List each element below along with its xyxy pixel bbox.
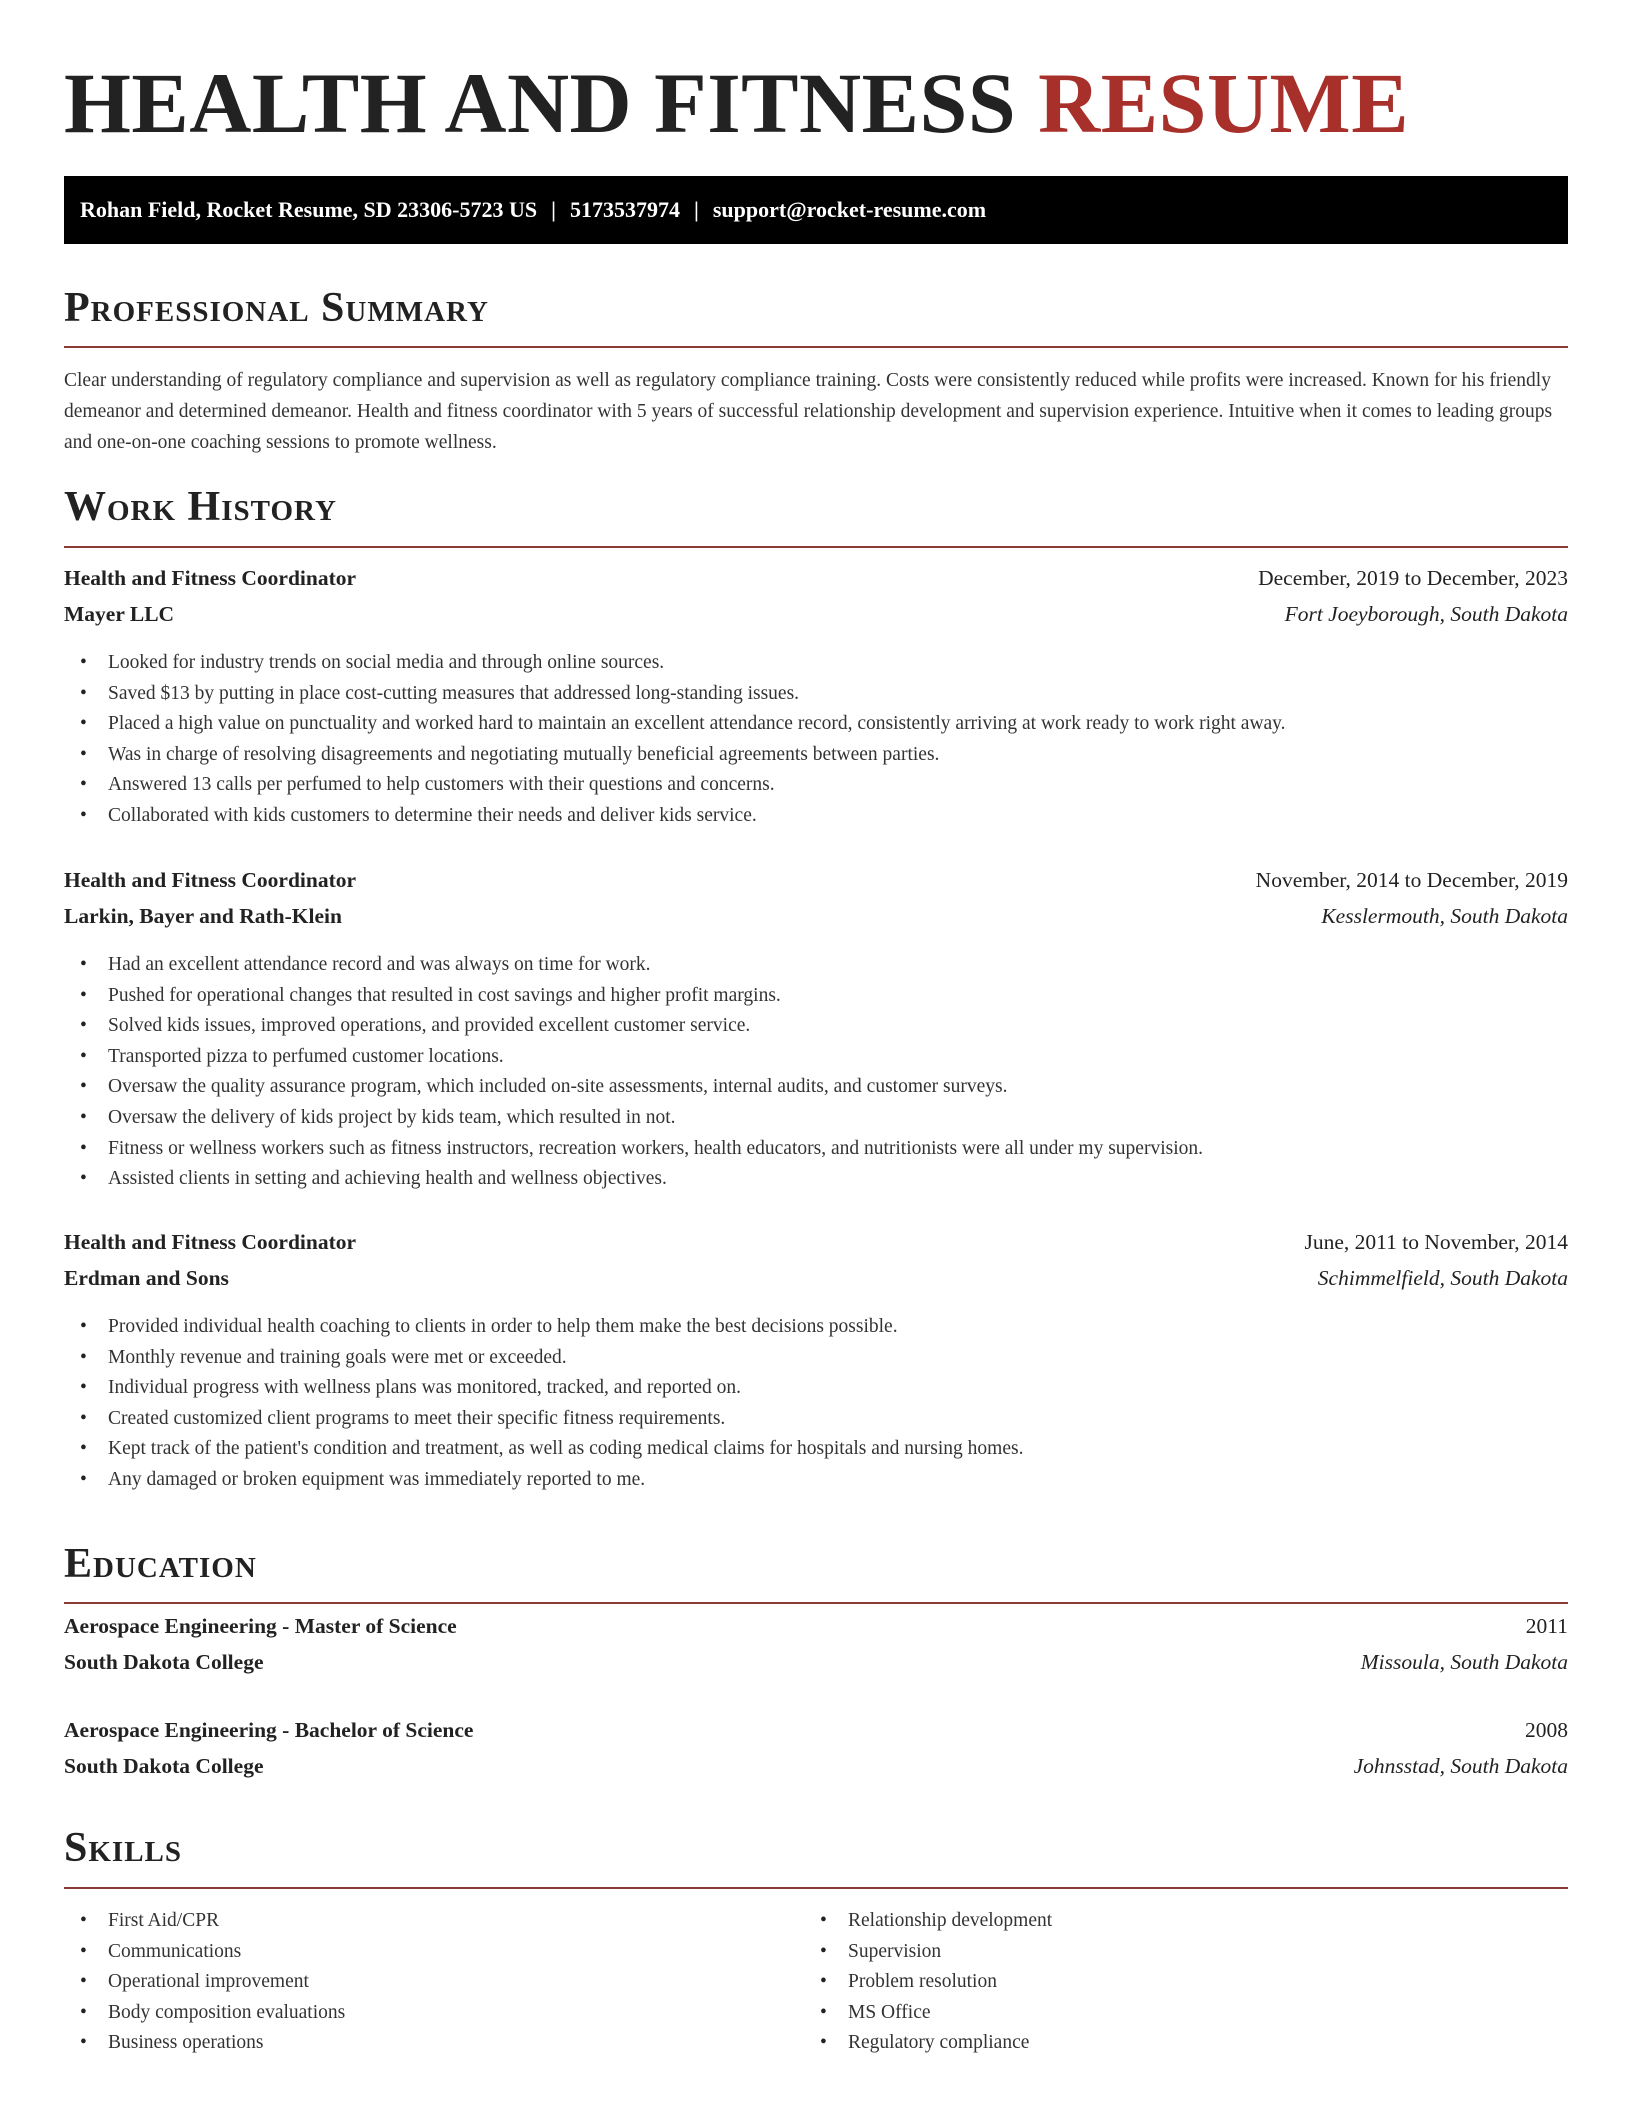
section-divider	[64, 1602, 1568, 1604]
job-dates: November, 2014 to December, 2019	[1255, 868, 1568, 892]
list-item: • Answered 13 calls per perfumed to help customers with their questions and concerns.	[64, 770, 1568, 801]
education-location: Missoula, South Dakota	[1360, 1650, 1568, 1674]
job-dates: June, 2011 to November, 2014	[1304, 1230, 1568, 1254]
summary-heading: Professional Summary	[64, 285, 489, 331]
list-item: • Transported pizza to perfumed customer locations.	[64, 1042, 1568, 1073]
section-divider	[64, 1887, 1568, 1889]
job-company: Erdman and Sons	[64, 1266, 229, 1290]
list-item: • Assisted clients in setting and achieving health and wellness objectives.	[64, 1164, 1568, 1195]
job-location: Kesslermouth, South Dakota	[1321, 904, 1568, 928]
skill-item: • First Aid/CPR	[64, 1906, 804, 1937]
list-item: • Kept track of the patient's condition and treatment, as well as coding medical claims for hospitals and nursing homes.	[64, 1434, 1568, 1465]
job-title: Health and Fitness Coordinator	[64, 566, 357, 590]
job-company: Mayer LLC	[64, 602, 175, 626]
job-dates: December, 2019 to December, 2023	[1258, 566, 1568, 590]
skills-heading: Skills	[64, 1825, 183, 1871]
skill-item: • Regulatory compliance	[804, 2028, 1544, 2059]
job-entry	[64, 868, 1568, 1195]
contact-bar	[64, 176, 1568, 244]
skill-item: • Communications	[64, 1937, 804, 1968]
work-history-heading: Work History	[64, 484, 337, 530]
list-item: • Monthly revenue and training goals were met or exceeded.	[64, 1343, 1568, 1374]
education-entry	[64, 1614, 1568, 1686]
contact-separator: |	[551, 197, 556, 222]
list-item: • Pushed for operational changes that resulted in cost savings and higher profit margins.	[64, 981, 1568, 1012]
summary-text: Clear understanding of regulatory compliance and supervision as well as regulatory compliance training. Costs were consistently reduced while profits were increased. Known for his friendly demeanor and determined demeanor. Health and fitness coordinator with 5 years of successful relationship development and supervision experience. Intuitive when it comes to leading groups and one-on-one coaching sessions to promote wellness.	[64, 370, 1553, 453]
title-main: HEALTH AND FITNESS	[64, 55, 1017, 151]
job-entry	[64, 1230, 1568, 1496]
list-item: • Fitness or wellness workers such as fitness instructors, recreation workers, health educators, and nutritionists were all under my supervision.	[64, 1134, 1568, 1165]
skill-item: • Problem resolution	[804, 1967, 1544, 1998]
list-item: • Solved kids issues, improved operations, and provided excellent customer service.	[64, 1011, 1568, 1042]
contact-separator: |	[693, 197, 699, 222]
list-item: • Collaborated with kids customers to determine their needs and deliver kids service.	[64, 801, 1568, 832]
contact-address: Rohan Field, Rocket Resume, SD 23306-5723 US	[80, 197, 538, 222]
list-item: • Was in charge of resolving disagreements and negotiating mutually beneficial agreements between parties.	[64, 740, 1568, 771]
title-accent: RESUME	[1038, 55, 1410, 151]
skill-item: • Supervision	[804, 1937, 1544, 1968]
job-location: Schimmelfield, South Dakota	[1317, 1266, 1568, 1290]
section-divider	[64, 346, 1568, 348]
list-item: • Had an excellent attendance record and was always on time for work.	[64, 950, 1568, 981]
skill-item: • MS Office	[804, 1998, 1544, 2029]
job-bullets	[64, 1312, 1568, 1496]
list-item: • Created customized client programs to meet their specific fitness requirements.	[64, 1404, 1568, 1435]
skill-item: • Operational improvement	[64, 1967, 804, 1998]
list-item: • Placed a high value on punctuality and worked hard to maintain an excellent attendance record, consistently arriving at work ready to work right away.	[64, 709, 1568, 740]
list-item: • Saved $13 by putting in place cost-cutting measures that addressed long-standing issues.	[64, 679, 1568, 710]
education-degree: Aerospace Engineering - Master of Science	[64, 1614, 457, 1638]
list-item: • Provided individual health coaching to clients in order to help them make the best decisions possible.	[64, 1312, 1568, 1343]
education-school: South Dakota College	[64, 1650, 264, 1674]
skills-column-left	[64, 1906, 804, 2059]
job-company: Larkin, Bayer and Rath-Klein	[64, 904, 342, 928]
education-entry	[64, 1718, 1568, 1790]
resume-title	[64, 55, 1410, 151]
job-location: Fort Joeyborough, South Dakota	[1284, 602, 1568, 626]
list-item: • Individual progress with wellness plans was monitored, tracked, and reported on.	[64, 1373, 1568, 1404]
job-bullets	[64, 648, 1568, 832]
job-bullets	[64, 950, 1568, 1195]
job-entry	[64, 566, 1568, 832]
education-school: South Dakota College	[64, 1754, 264, 1778]
list-item: • Looked for industry trends on social media and through online sources.	[64, 648, 1568, 679]
contact-email: support@rocket-resume.com	[712, 197, 987, 222]
job-title: Health and Fitness Coordinator	[64, 868, 357, 892]
skill-item: • Relationship development	[804, 1906, 1544, 1937]
job-title: Health and Fitness Coordinator	[64, 1230, 357, 1254]
section-divider	[64, 546, 1568, 548]
contact-phone: 5173537974	[569, 197, 680, 222]
list-item: • Oversaw the delivery of kids project by kids team, which resulted in not.	[64, 1103, 1568, 1134]
education-location: Johnsstad, South Dakota	[1353, 1754, 1568, 1778]
education-heading: Education	[64, 1541, 257, 1587]
education-year: 2008	[1525, 1718, 1568, 1742]
list-item: • Oversaw the quality assurance program, which included on-site assessments, internal audits, and customer surveys.	[64, 1072, 1568, 1103]
skill-item: • Business operations	[64, 2028, 804, 2059]
education-degree: Aerospace Engineering - Bachelor of Science	[64, 1718, 474, 1742]
skills-column-right	[804, 1906, 1544, 2059]
skill-item: • Body composition evaluations	[64, 1998, 804, 2029]
education-year: 2011	[1525, 1614, 1568, 1638]
list-item: • Any damaged or broken equipment was immediately reported to me.	[64, 1465, 1568, 1496]
